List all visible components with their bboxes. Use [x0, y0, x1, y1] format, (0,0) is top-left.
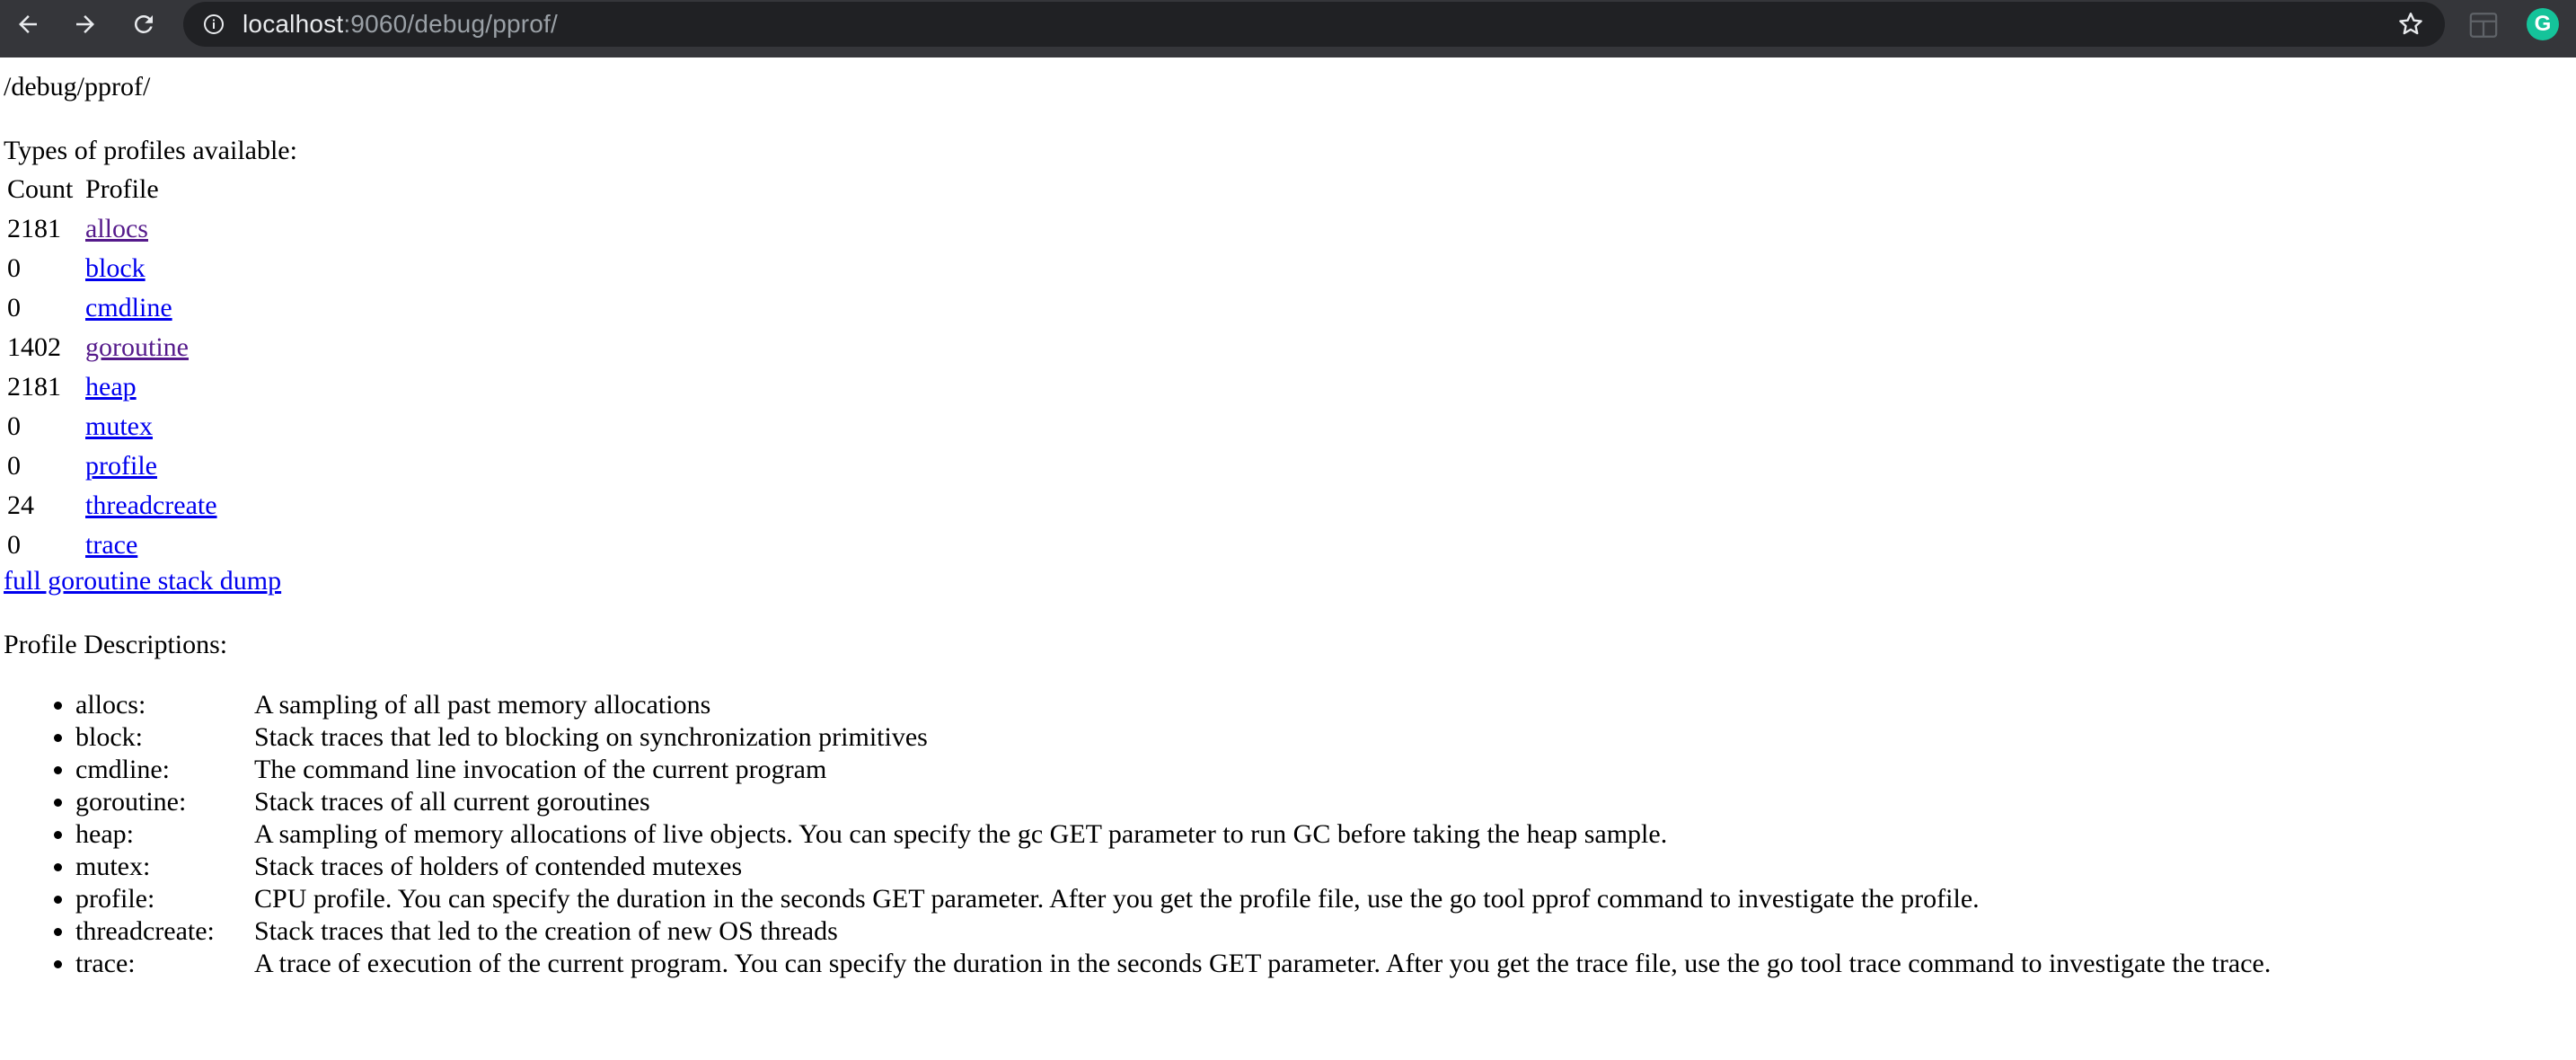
list-item [75, 883, 2271, 915]
description-text: Stack traces that led to blocking on synchronization primitives [254, 722, 928, 752]
descriptions-label: Profile Descriptions: [4, 630, 228, 659]
profile-link-mutex[interactable]: mutex [85, 411, 153, 441]
profile-cell [82, 290, 220, 326]
table-row [4, 369, 220, 405]
profile-count: 2181 [7, 214, 61, 243]
count-header: Count [7, 174, 74, 204]
list-item [75, 948, 2271, 980]
profile-link-block[interactable]: block [85, 253, 146, 283]
table-row [4, 409, 220, 445]
table-row [4, 488, 220, 524]
profile-link-allocs[interactable]: allocs [85, 214, 148, 243]
profile-count: 0 [7, 451, 21, 481]
table-row [4, 290, 220, 326]
description-name: mutex: [75, 852, 151, 881]
url-host: localhost [243, 10, 344, 38]
description-text: The command line invocation of the current program [254, 755, 827, 784]
table-row [4, 251, 220, 287]
browser-toolbar [0, 0, 2576, 57]
list-item [75, 786, 2271, 818]
description-text: A sampling of all past memory allocations [254, 690, 711, 720]
list-item [75, 851, 2271, 883]
url-text[interactable] [243, 2, 558, 47]
page-content [0, 57, 2576, 1060]
reload-button[interactable] [124, 4, 163, 44]
profile-count: 0 [7, 411, 21, 441]
description-name: profile: [75, 884, 155, 914]
description-name: cmdline: [75, 755, 170, 784]
description-name: goroutine: [75, 787, 187, 817]
description-name: trace: [75, 949, 136, 978]
profile-cell [82, 527, 220, 563]
address-bar[interactable] [183, 2, 2445, 47]
profile-avatar[interactable]: G [2527, 8, 2559, 40]
description-name: block: [75, 722, 143, 752]
profile-link-cmdline[interactable]: cmdline [85, 293, 172, 322]
profile-cell [82, 409, 220, 445]
page-heading: /debug/pprof/ [4, 72, 151, 102]
info-icon[interactable] [203, 13, 225, 35]
forward-arrow-icon [72, 11, 99, 38]
profile-count: 2181 [7, 372, 61, 402]
url-path: :9060/debug/pprof/ [343, 10, 559, 38]
list-item [75, 689, 2271, 721]
description-text: A sampling of memory allocations of live objects. You can specify the gc GET parameter to run GC before taking the heap sample. [254, 819, 1668, 849]
profile-count: 24 [7, 490, 34, 520]
profile-cell [82, 448, 220, 484]
profile-header: Profile [85, 174, 159, 204]
profile-link-trace[interactable]: trace [85, 530, 138, 560]
description-text: Stack traces that led to the creation of new OS threads [254, 916, 838, 946]
profile-count: 1402 [7, 332, 61, 362]
types-label: Types of profiles available: [4, 136, 297, 165]
reload-icon [130, 11, 157, 38]
description-text: Stack traces of holders of contended mutexes [254, 852, 743, 881]
forward-button[interactable] [66, 4, 105, 44]
description-name: threadcreate: [75, 916, 215, 946]
description-text: Stack traces of all current goroutines [254, 787, 650, 817]
description-text: CPU profile. You can specify the duration in the seconds GET parameter. After you get the profile file, use the go tool pprof command to investigate the profile. [254, 884, 1980, 914]
profile-count: 0 [7, 293, 21, 322]
profile-count: 0 [7, 530, 21, 560]
list-item [75, 754, 2271, 786]
description-text: A trace of execution of the current program. You can specify the duration in the seconds GET parameter. After you get the trace file, use the go tool trace command to investigate the trace. [254, 949, 2272, 978]
list-item [75, 818, 2271, 851]
star-icon[interactable] [2396, 10, 2425, 39]
profile-link-profile[interactable]: profile [85, 451, 157, 481]
full-goroutine-dump-link[interactable]: full goroutine stack dump [4, 566, 282, 596]
descriptions-list [0, 689, 2271, 980]
profile-cell [82, 251, 220, 287]
description-name: heap: [75, 819, 134, 849]
profile-link-threadcreate[interactable]: threadcreate [85, 490, 217, 520]
table-row [4, 448, 220, 484]
table-row [4, 527, 220, 563]
profile-cell [82, 369, 220, 405]
description-name: allocs: [75, 690, 146, 720]
profiles-table [0, 168, 224, 567]
profile-count: 0 [7, 253, 21, 283]
profile-cell [82, 211, 220, 247]
table-row [4, 211, 220, 247]
back-button[interactable] [8, 4, 48, 44]
list-item [75, 915, 2271, 948]
extension-icon[interactable] [2468, 10, 2499, 40]
profile-link-heap[interactable]: heap [85, 372, 137, 402]
table-row [4, 330, 220, 366]
profile-link-goroutine[interactable]: goroutine [85, 332, 189, 362]
profile-cell [82, 330, 220, 366]
back-arrow-icon [14, 11, 41, 38]
profile-cell [82, 488, 220, 524]
table-header-row [4, 172, 220, 208]
list-item [75, 721, 2271, 754]
